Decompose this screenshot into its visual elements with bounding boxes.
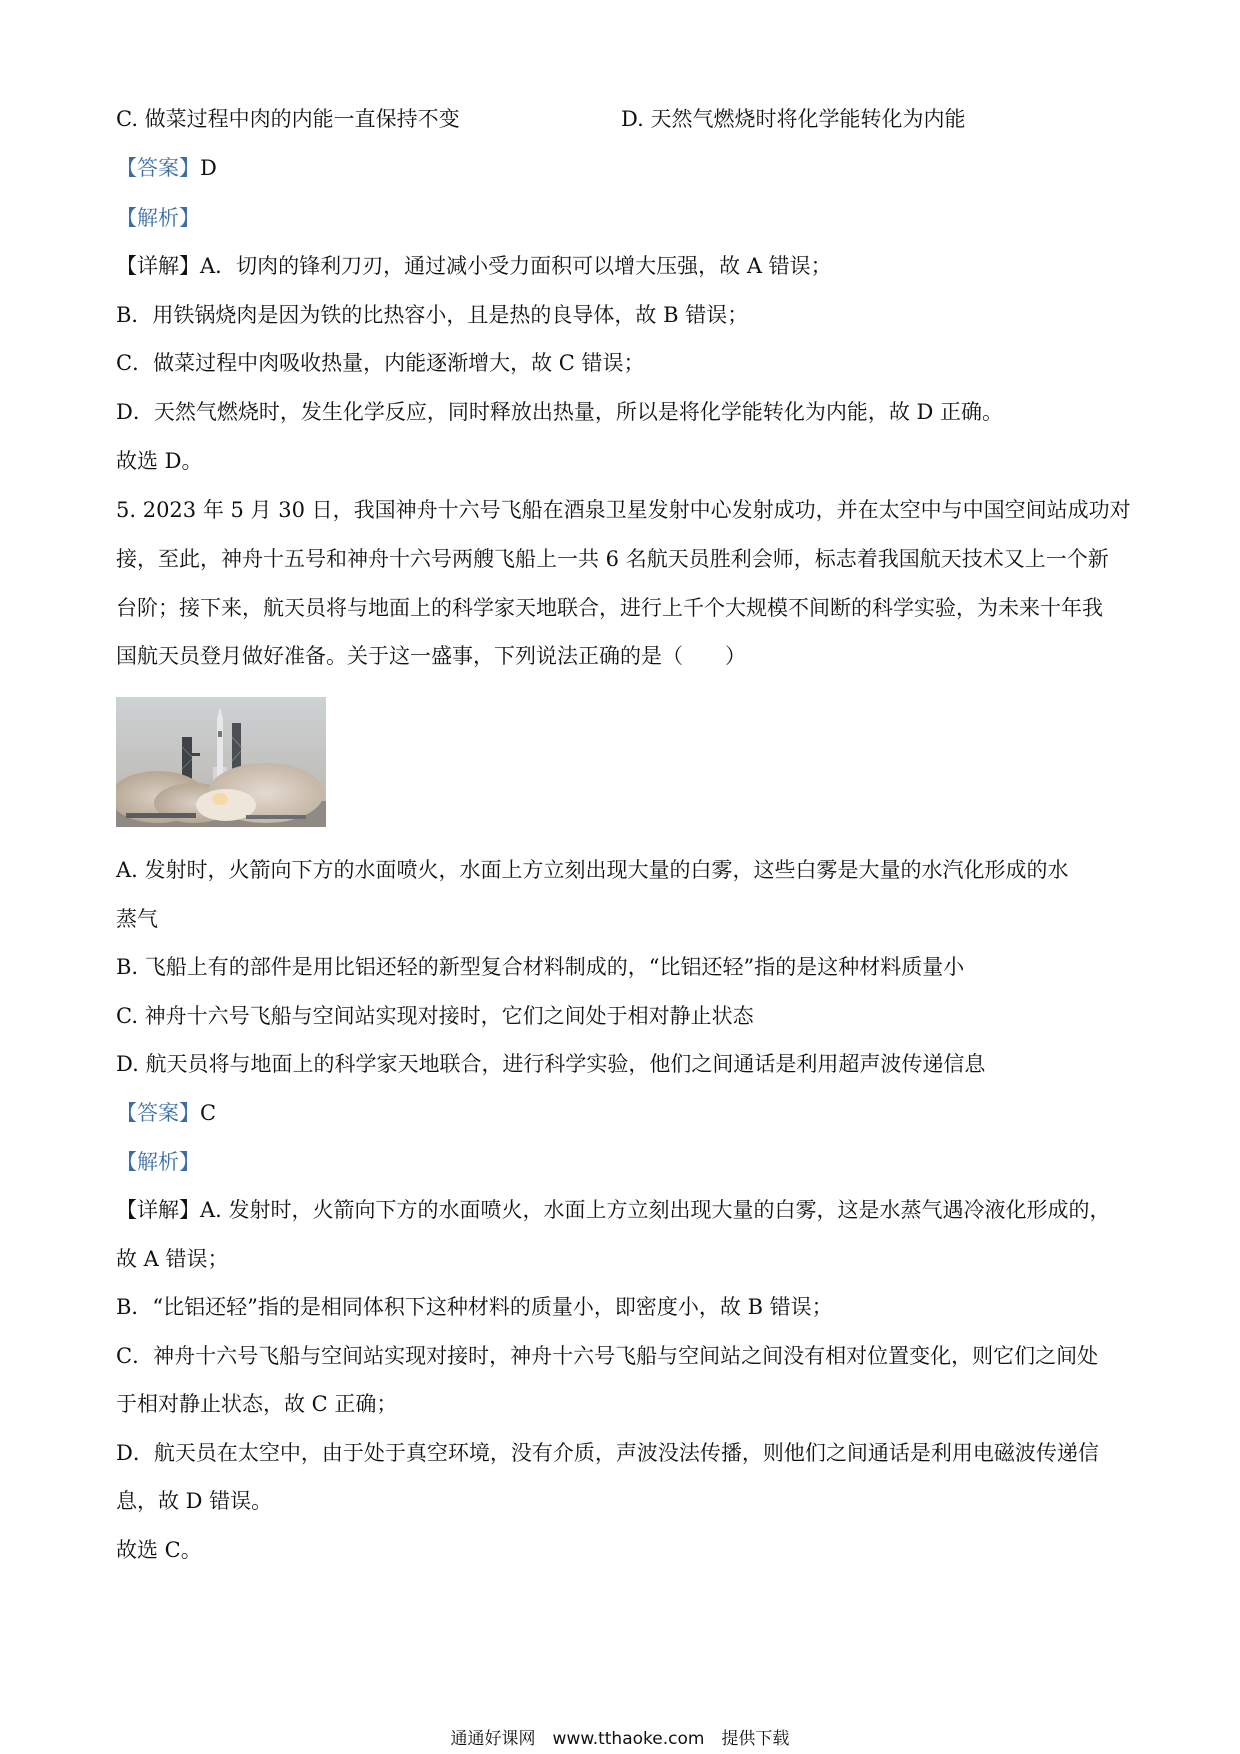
q4-conclusion: 故选 D。 (116, 449, 203, 473)
q5-detail-d-line-2: 息，故 D 错误。 (116, 1489, 273, 1513)
q5-stem-line-1: 5. 2023 年 5 月 30 日，我国神舟十六号飞船在酒泉卫星发射中心发射成功，并在太空中与中国空间站成功对 (116, 498, 1131, 522)
q5-detail-a-line-1 (116, 1195, 1111, 1225)
q4-option-d: D. 天然气燃烧时将化学能转化为内能 (621, 107, 966, 131)
q5-stem-line-4: 国航天员登月做好准备。关于这一盛事，下列说法正确的是（ ） (116, 644, 746, 668)
detail-text: A．切肉的锋利刀刃，通过减小受力面积可以增大压强，故 A 错误； (200, 254, 832, 278)
answer-tag: 【答案】 (116, 1101, 200, 1125)
page-footer: 通通好课网 www.tthaoke.com 提供下载 (450, 1729, 790, 1749)
answer-value: C (200, 1101, 217, 1125)
q5-detail-a-line-2: 故 A 错误； (116, 1247, 229, 1271)
q4-analysis-tag: 【解析】 (116, 206, 200, 230)
rocket-launch-photo (116, 697, 326, 827)
q5-detail-c-line-1: C．神舟十六号飞船与空间站实现对接时，神舟十六号飞船与空间站之间没有相对位置变化，则它们之间处 (116, 1344, 1099, 1368)
q5-option-a-line-1: A. 发射时，火箭向下方的水面喷火，水面上方立刻出现大量的白雾，这些白雾是大量的水汽化形成的水 (116, 858, 1069, 882)
q5-stem-line-2: 接，至此，神舟十五号和神舟十六号两艘飞船上一共 6 名航天员胜利会师，标志着我国航天技术又上一个新 (116, 547, 1109, 571)
q5-conclusion: 故选 C。 (116, 1538, 202, 1562)
q5-detail-d-line-1: D．航天员在太空中，由于处于真空环境，没有介质，声波没法传播，则他们之间通话是利用电磁波传递信 (116, 1441, 1099, 1465)
answer-value: D (200, 156, 217, 180)
q5-option-a-line-2: 蒸气 (116, 907, 158, 931)
q4-option-c: C. 做菜过程中肉的内能一直保持不变 (116, 107, 460, 131)
detail-tag: 【详解】 (116, 1198, 200, 1222)
q5-option-b: B. 飞船上有的部件是用比铝还轻的新型复合材料制成的，“比铝还轻”指的是这种材料质量小 (116, 955, 965, 979)
q5-option-c: C. 神舟十六号飞船与空间站实现对接时，它们之间处于相对静止状态 (116, 1004, 754, 1028)
detail-tag: 【详解】 (116, 254, 200, 278)
q4-detail-c: C．做菜过程中肉吸收热量，内能逐渐增大，故 C 错误； (116, 351, 645, 375)
q4-detail-a (116, 251, 832, 281)
q5-detail-c-line-2: 于相对静止状态，故 C 正确； (116, 1392, 398, 1416)
q4-answer (116, 153, 217, 183)
q5-option-d: D. 航天员将与地面上的科学家天地联合，进行科学实验，他们之间通话是利用超声波传递信息 (116, 1052, 986, 1076)
q4-detail-d: D．天然气燃烧时，发生化学反应，同时释放出热量，所以是将化学能转化为内能，故 D 正确。 (116, 400, 1004, 424)
q5-answer (116, 1098, 216, 1128)
q4-detail-b: B．用铁锅烧肉是因为铁的比热容小，且是热的良导体，故 B 错误； (116, 303, 749, 327)
detail-text: A. 发射时，火箭向下方的水面喷火，水面上方立刻出现大量的白雾，这是水蒸气遇冷液化形成的， (200, 1198, 1111, 1222)
q5-detail-b: B．“比铝还轻”指的是相同体积下这种材料的质量小，即密度小，故 B 错误； (116, 1295, 833, 1319)
answer-tag: 【答案】 (116, 156, 200, 180)
q5-analysis-tag: 【解析】 (116, 1150, 200, 1174)
q5-stem-line-3: 台阶；接下来，航天员将与地面上的科学家天地联合，进行上千个大规模不间断的科学实验，为未来十年我 (116, 596, 1103, 620)
